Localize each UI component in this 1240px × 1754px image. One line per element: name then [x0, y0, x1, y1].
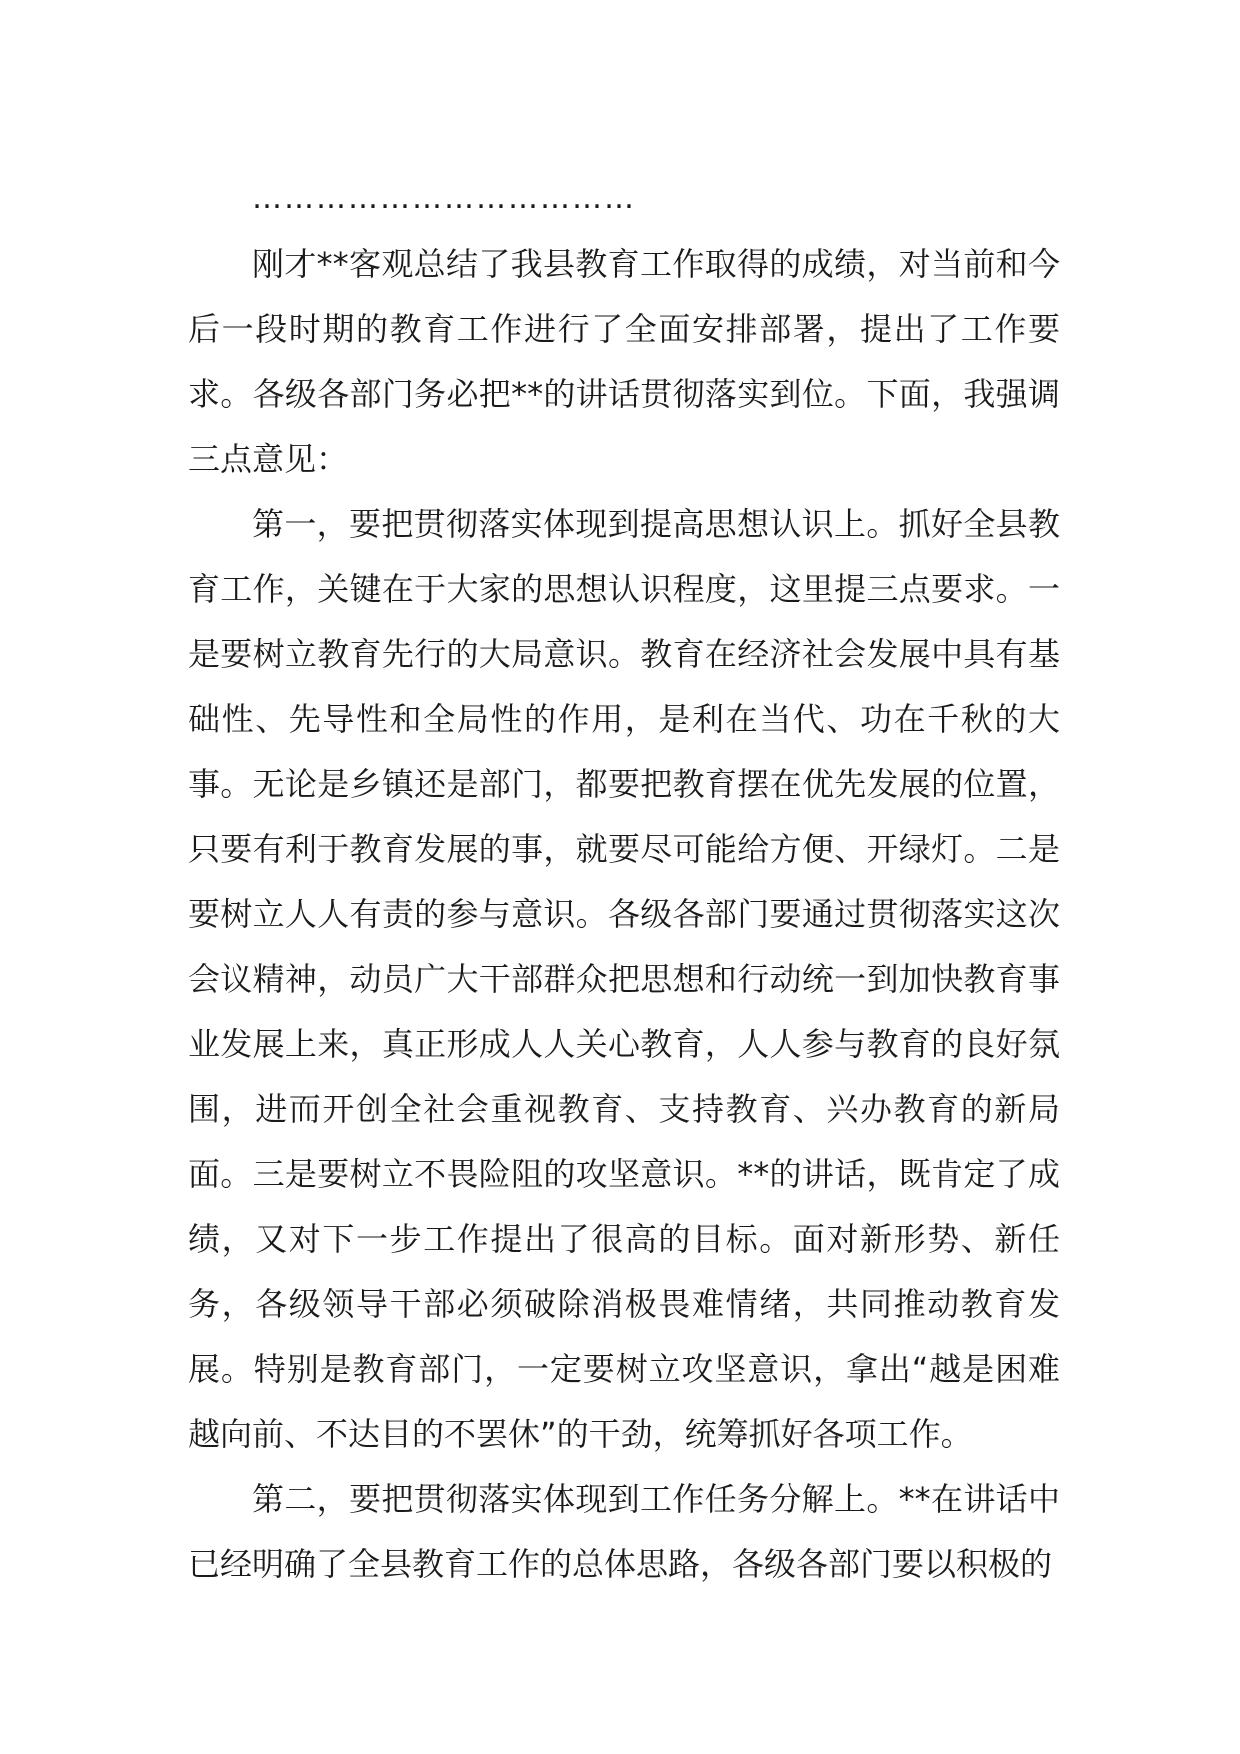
document-body: [188, 174, 1060, 1597]
paragraph-first-point: 第一，要把贯彻落实体现到提高思想认识上。抓好全县教育工作，关键在于大家的思想认识程度，这里提三点要求。一是要树立教育先行的大局意识。教育在经济社会发展中具有基础性、先导性和全局性的作用，是利在当代、功在千秋的大事。无论是乡镇还是部门，都要把教育摆在优先发展的位置，只要有利于教育发展的事，就要尽可能给方便、开绿灯。二是要树立人人有责的参与意识。各级各部门要通过贯彻落实这次会议精神，动员广大干部群众把思想和行动统一到加快教育事业发展上来，真正形成人人关心教育，人人参与教育的良好氛围，进而开创全社会重视教育、支持教育、兴办教育的新局面。三是要树立不畏险阻的攻坚意识。**的讲话，既肯定了成绩，又对下一步工作提出了很高的目标。面对新形势、新任务，各级领导干部必须破除消极畏难情绪，共同推动教育发展。特别是教育部门，一定要树立攻坚意识，拿出“越是困难越向前、不达目的不罢休”的干劲，统筹抓好各项工作。: [188, 505, 1060, 1453]
ellipsis-line: ………………………………: [252, 181, 636, 216]
paragraph-intro: 刚才**客观总结了我县教育工作取得的成绩，对当前和今后一段时期的教育工作进行了全面安排部署，提出了工作要求。各级各部门务必把**的讲话贯彻落实到位。下面，我强调三点意见：: [188, 245, 1060, 478]
paragraph-second-point: 第二，要把贯彻落实体现到工作任务分解上。**在讲话中已经明确了全县教育工作的总体思路，各级各部门要以积极的: [188, 1480, 1060, 1583]
